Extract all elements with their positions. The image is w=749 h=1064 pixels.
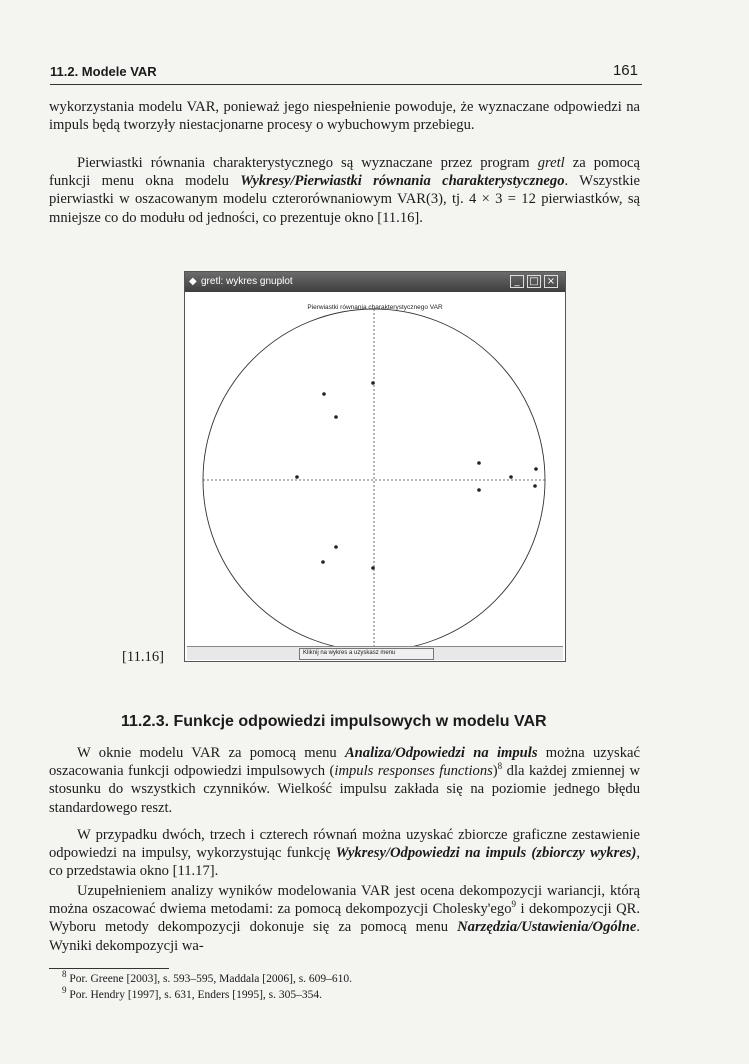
paragraph-2: Pierwiastki równania charakterystycznego są wyznaczane przez program gretl za pomocą funkcji menu okna modelu Wykresy/Pierwiastki równania charakterystycznego. Wszystkie pierwiastki w oszacowanym modelu czterorównaniowym VAR(3), tj. 4 × 3 = 12 pierwiastków, są mniejsze co do modułu od jedności, co prezentuje okno [11.16]. xyxy=(49,155,641,226)
root-point xyxy=(322,392,326,396)
footnote-9: $^9$ Por. Hendry [1997], s. 631, Enders [1995], s. 305–354. xyxy=(62,985,323,1001)
paragraph-4: W przypadku dwóch, trzech i czterech równań można uzyskać zbiorcze graficzne zestawienie odpowiedzi na impulsy, wykorzystując funkcję Wykresy/Odpowiedzi na impuls (zbiorczy wykres), co przedstawia okno [11.17]. xyxy=(49,827,641,880)
page-number: 161 xyxy=(612,62,638,79)
root-point xyxy=(534,467,538,471)
root-plot[interactable] xyxy=(185,272,565,646)
close-icon[interactable]: × xyxy=(544,275,558,288)
footnote-ref-9[interactable]: 9 xyxy=(511,899,516,910)
root-point xyxy=(477,461,481,465)
root-point xyxy=(321,560,325,564)
root-point xyxy=(295,475,299,479)
root-point xyxy=(371,381,375,385)
figure-label: [11.16] xyxy=(122,649,165,665)
paragraph-1: wykorzystania modelu VAR, ponieważ jego niespełnienie powoduje, że wyznaczane odpowiedzi na impuls będą tworzyły niestacjonarne procesy o wybuchowym przebiegu. xyxy=(49,99,640,134)
menu-path: Narzędzia/Ustawienia/Ogólne xyxy=(457,919,637,936)
root-point xyxy=(477,488,481,492)
english-term: impuls responses functions xyxy=(334,763,493,780)
footnote-ref-8[interactable]: 8 xyxy=(497,761,503,772)
window-title: gretl: wykres gnuplot xyxy=(201,276,293,287)
program-name: gretl xyxy=(537,155,565,171)
root-point xyxy=(334,415,338,419)
status-text: Kliknij na wykres a uzyskasz menu xyxy=(299,648,434,660)
root-point xyxy=(533,484,537,488)
root-points xyxy=(295,381,538,570)
menu-path: Wykresy/Pierwiastki równania charakterystycznego xyxy=(240,173,565,190)
footnote-8: $^8$ Por. Greene [2003], s. 593–595, Maddala [2006], s. 609–610. xyxy=(62,969,353,985)
maximize-icon[interactable]: □ xyxy=(527,275,541,288)
gnuplot-window xyxy=(184,271,566,662)
menu-path: Wykresy/Odpowiedzi na impuls (zbiorczy wykres) xyxy=(335,845,637,862)
header-section: 11.2. Modele VAR xyxy=(50,64,157,79)
minimize-icon[interactable]: _ xyxy=(510,275,524,288)
paragraph-3: W oknie modelu VAR za pomocą menu Analiza/Odpowiedzi na impuls można uzyskać oszacowania funkcji odpowiedzi impulsowych (impuls responses functions)$^8$ dla każdej zmiennej w stosunku do wszystkich czynników. Wielkość impulsu zakłada się na poziomie jednego błędu standardowego reszt. xyxy=(49,745,641,816)
status-bar xyxy=(187,646,563,660)
paragraph-5: Uzupełnieniem analizy wyników modelowania VAR jest ocena dekompozycji wariancji, którą można oszacować dwiema metodami: za pomocą dekompozycji Cholesky'ego$^9$ i dekompozycji QR. Wyboru metody dekompozycji dokonuje się za pomocą menu Narzędzia/Ustawienia/Ogólne. Wyniki dekompozycji wa- xyxy=(49,883,640,954)
root-point xyxy=(334,545,338,549)
footnote-rule xyxy=(49,968,169,969)
gretl-app-icon: ◆ xyxy=(189,276,197,287)
section-heading: 11.2.3. Funkcje odpowiedzi impulsowych w modelu VAR xyxy=(121,713,547,730)
menu-path: Analiza/Odpowiedzi na impuls xyxy=(344,745,538,761)
root-point xyxy=(371,566,375,570)
running-header xyxy=(50,62,642,85)
root-point xyxy=(509,475,513,479)
plot-title: Pierwiastki równania charakterystycznego VAR xyxy=(307,304,443,311)
